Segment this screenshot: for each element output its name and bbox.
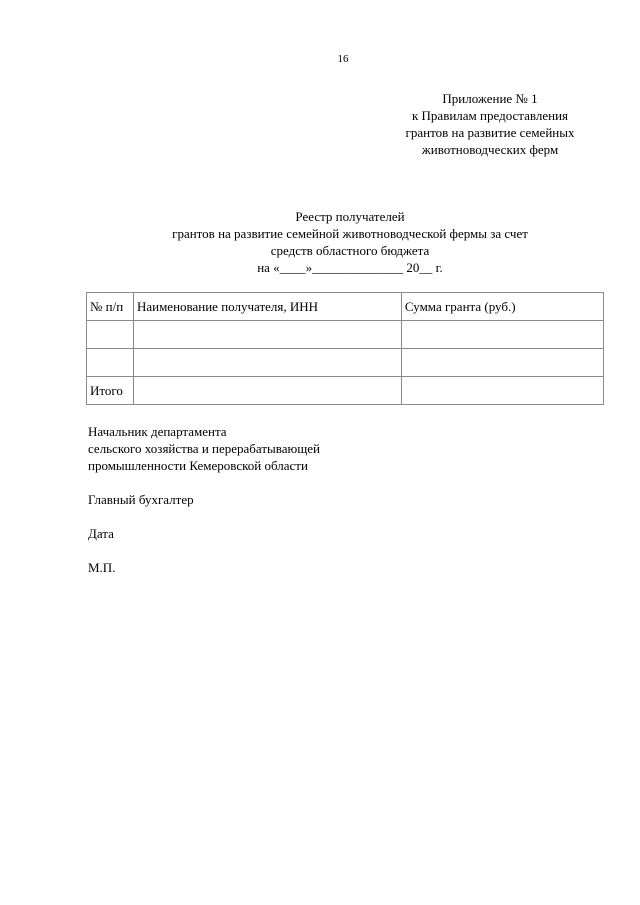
date-label: Дата	[88, 526, 114, 541]
appendix-line: Приложение № 1	[442, 91, 538, 106]
title-line: Реестр получателей	[295, 209, 405, 224]
head-title-line: сельского хозяйства и перерабатывающей	[88, 441, 320, 456]
stamp-label: М.П.	[88, 560, 116, 575]
table-cell	[133, 377, 401, 405]
title-date-line: на «____»______________ 20__ г.	[257, 260, 443, 275]
signature-block	[88, 423, 320, 576]
head-title-line: Начальник департамента	[88, 424, 227, 439]
table-row	[87, 321, 604, 349]
table-cell	[133, 321, 401, 349]
total-label-cell: Итого	[87, 377, 134, 405]
header-cell-amount: Сумма гранта (руб.)	[401, 293, 603, 321]
table-cell	[401, 349, 603, 377]
table-cell	[401, 321, 603, 349]
appendix-line: грантов на развитие семейных	[405, 125, 575, 140]
table-header-row	[87, 293, 604, 321]
table-cell	[133, 349, 401, 377]
table-cell	[87, 321, 134, 349]
registry-table	[86, 292, 604, 405]
title-line: средств областного бюджета	[270, 243, 430, 258]
document-title	[30, 208, 640, 276]
appendix-line: к Правилам предоставления	[411, 108, 569, 123]
title-line: грантов на развитие семейной животноводческой фермы за счет	[172, 226, 528, 241]
head-title-line: промышленности Кемеровской области	[88, 458, 308, 473]
table-cell	[87, 349, 134, 377]
accountant-label: Главный бухгалтер	[88, 492, 194, 507]
table-cell	[401, 377, 603, 405]
header-cell-recipient: Наименование получателя, ИНН	[133, 293, 401, 321]
table-row	[87, 349, 604, 377]
table-total-row	[87, 377, 604, 405]
appendix-line: животноводческих ферм	[421, 142, 559, 157]
header-cell-number: № п/п	[87, 293, 134, 321]
page-number: 16	[337, 53, 349, 65]
appendix-header	[370, 90, 610, 158]
